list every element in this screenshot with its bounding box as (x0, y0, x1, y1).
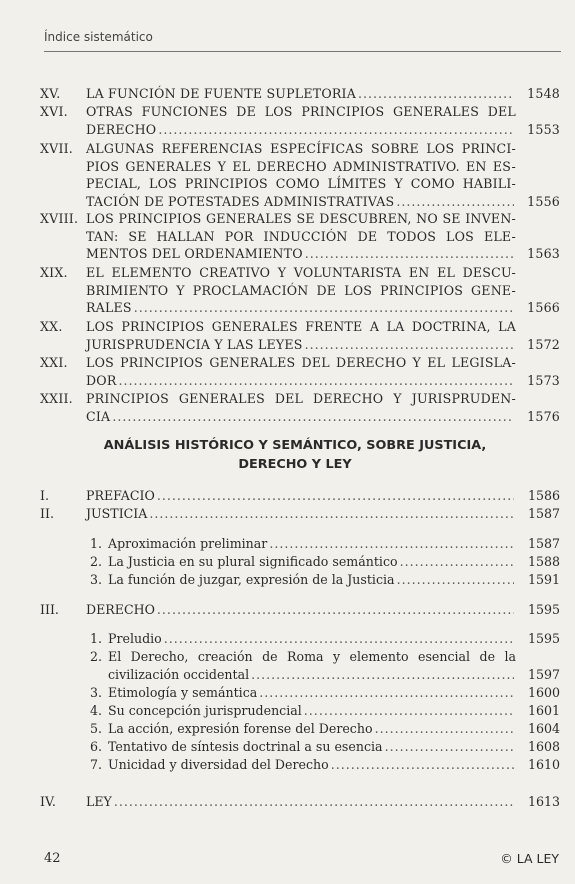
entry-last-line (86, 336, 516, 354)
entry-page-number: 1587 (527, 506, 560, 521)
leader-dots (304, 702, 514, 720)
entry-number: XVIII. (40, 211, 79, 226)
entry-title-text: DERECHO (86, 602, 155, 617)
entry-title-text: OTRAS FUNCIONES DE LOS PRINCIPIOS GENERALES DEL (86, 104, 516, 119)
leader-dots (358, 85, 514, 103)
entry-title-text: PREFACIO (86, 488, 155, 503)
entry-title-text: MENTOS DEL ORDENAMIENTO (86, 246, 303, 262)
entry-number: 2. (89, 649, 102, 664)
entry-number: II. (40, 506, 54, 521)
entry-title-text: LOS PRINCIPIOS GENERALES SE DESCUBREN, NO SE INVEN- (86, 211, 516, 226)
running-head: Índice sistemático (44, 30, 153, 44)
entry-number: 5. (89, 721, 102, 736)
entry-title-text: La función de juzgar, expresión de la Justicia (108, 572, 395, 587)
entry-page-number: 1566 (527, 300, 560, 316)
entry-last-line (108, 702, 516, 720)
leader-dots (134, 299, 514, 317)
toc-entry[interactable] (82, 756, 560, 774)
leader-dots (400, 553, 514, 571)
entry-title-text: Etimología y semántica (108, 685, 258, 700)
entry-last-line (86, 408, 516, 426)
page-number: 42 (44, 851, 61, 866)
entry-page-number: 1601 (527, 703, 560, 718)
entry-page-number: 1591 (527, 572, 560, 587)
entry-title-text: LEY (86, 794, 112, 809)
entry-last-line (108, 535, 516, 553)
leader-dots (331, 756, 514, 774)
entry-last-line (86, 487, 516, 505)
entry-last-line (108, 738, 516, 756)
entry-title-text: Preludio (108, 631, 162, 646)
toc-entry[interactable] (82, 720, 560, 738)
entry-last-line (108, 720, 516, 738)
entry-number: 4. (89, 703, 102, 718)
entry-title-text: BRIMIENTO Y PROCLAMACIÓN DE LOS PRINCIPIOS GENE- (86, 282, 516, 298)
entry-number: 1. (89, 536, 102, 551)
entry-title-text: RALES (86, 300, 132, 316)
toc-entry[interactable] (82, 535, 560, 553)
entry-page-number: 1608 (527, 739, 560, 754)
entry-page-number: 1563 (527, 246, 560, 262)
entry-page-number: 1613 (527, 794, 560, 809)
section-title-line: DERECHO Y LEY (238, 457, 352, 472)
toc-entry[interactable] (40, 264, 560, 317)
toc-entry[interactable] (40, 318, 560, 353)
section-title-line: ANÁLISIS HISTÓRICO Y SEMÁNTICO, SOBRE JUSTICIA, (103, 438, 487, 453)
leader-dots (164, 630, 514, 648)
toc-entry[interactable] (40, 210, 560, 263)
entry-title-text: Su concepción jurisprudencial (108, 703, 302, 718)
entry-title-text: Aproximación preliminar (108, 536, 268, 551)
entry-title-text: LOS PRINCIPIOS GENERALES DEL DERECHO Y EL LEGISLA- (86, 355, 516, 370)
entry-title-text: PECIAL, LOS PRINCIPIOS COMO LÍMITES Y COMO HABILI- (86, 176, 516, 192)
toc-entry[interactable] (40, 793, 560, 811)
entry-last-line (86, 85, 516, 103)
section-title (60, 436, 530, 474)
entry-number: XVI. (40, 104, 68, 119)
entry-last-line (108, 571, 516, 589)
toc-entry[interactable] (40, 140, 560, 210)
entry-last-line (108, 756, 516, 774)
entry-number: 1. (89, 631, 102, 646)
leader-dots (157, 601, 514, 619)
entry-page-number: 1595 (527, 602, 560, 617)
entry-number: 6. (89, 739, 102, 754)
toc-entry[interactable] (82, 738, 560, 756)
entry-number: I. (40, 488, 49, 503)
entry-page-number: 1572 (527, 336, 560, 352)
entry-title-text: LOS PRINCIPIOS GENERALES FRENTE A LA DOCTRINA, LA (86, 319, 516, 334)
entry-page-number: 1597 (527, 666, 560, 682)
entry-last-line (86, 601, 516, 619)
entry-title-text: CIA (86, 408, 111, 424)
entry-page-number: 1610 (527, 757, 560, 772)
entry-page-number: 1586 (527, 488, 560, 503)
entry-number: XX. (40, 319, 63, 334)
entry-title-text: DERECHO (86, 121, 157, 137)
entry-title-text: Unicidad y diversidad del Derecho (108, 757, 329, 772)
entry-title-text: DOR (86, 372, 117, 388)
leader-dots (112, 408, 514, 426)
toc-entry[interactable] (82, 684, 560, 702)
entry-number: III. (40, 602, 59, 617)
toc-entry[interactable] (82, 571, 560, 589)
toc-entry[interactable] (82, 648, 560, 683)
entry-title-text: EL ELEMENTO CREATIVO Y VOLUNTARISTA EN EL DESCU- (86, 265, 516, 280)
leader-dots (305, 336, 514, 354)
leader-dots (397, 571, 514, 589)
toc-entry[interactable] (40, 103, 560, 138)
entry-page-number: 1548 (527, 86, 560, 101)
toc-entry[interactable] (40, 601, 560, 619)
entry-title-text: TACIÓN DE POTESTADES ADMINISTRATIVAS (86, 193, 395, 209)
entry-number: 7. (89, 757, 102, 772)
leader-dots (158, 121, 514, 139)
entry-last-line (108, 666, 516, 684)
leader-dots (396, 193, 514, 211)
leader-dots (259, 684, 514, 702)
entry-page-number: 1600 (527, 685, 560, 700)
entry-page-number: 1573 (527, 372, 560, 388)
toc-entry[interactable] (40, 390, 560, 425)
entry-page-number: 1576 (527, 408, 560, 424)
entry-last-line (86, 121, 516, 139)
entry-last-line (108, 684, 516, 702)
toc-entry[interactable] (82, 630, 560, 648)
entry-title-text: LA FUNCIÓN DE FUENTE SUPLETORIA (86, 86, 356, 101)
entry-title-text: JURISPRUDENCIA Y LAS LEYES (86, 336, 303, 352)
entry-title-text: La acción, expresión forense del Derecho (108, 721, 373, 736)
leader-dots (251, 666, 514, 684)
entry-last-line (108, 553, 516, 571)
toc-entry[interactable] (82, 553, 560, 571)
entry-page-number: 1588 (527, 554, 560, 569)
leader-dots (269, 535, 514, 553)
entry-title-text: PRINCIPIOS GENERALES DEL DERECHO Y JURISPRUDEN- (86, 391, 516, 406)
entry-number: 3. (89, 572, 102, 587)
toc-entry[interactable] (40, 85, 560, 103)
entry-number: 2. (89, 554, 102, 569)
entry-last-line (86, 505, 516, 523)
entry-last-line (86, 372, 516, 390)
header-rule (44, 51, 561, 52)
entry-last-line (86, 245, 516, 263)
toc-entry[interactable] (82, 702, 560, 720)
entry-number: XXII. (40, 391, 73, 406)
entry-number: IV. (40, 794, 56, 809)
entry-number: XV. (40, 86, 61, 101)
entry-title-text: La Justicia en su plural significado semántico (108, 554, 398, 569)
leader-dots (157, 487, 514, 505)
entry-title-text: JUSTICIA (86, 506, 148, 521)
entry-last-line (86, 193, 516, 211)
leader-dots (114, 793, 514, 811)
entry-title-text: El Derecho, creación de Roma y elemento esencial de la (108, 649, 516, 664)
toc-entry[interactable] (40, 487, 560, 505)
entry-number: 3. (89, 685, 102, 700)
entry-title-text: ALGUNAS REFERENCIAS ESPECÍFICAS SOBRE LOS PRINCI- (86, 141, 516, 156)
entry-number: XIX. (40, 265, 68, 280)
entry-page-number: 1595 (527, 631, 560, 646)
copyright: © LA LEY (500, 851, 559, 866)
entry-title-text: TAN: SE HALLAN POR INDUCCIÓN DE TODOS LOS ELE- (86, 228, 516, 244)
entry-last-line (108, 630, 516, 648)
leader-dots (149, 505, 514, 523)
entry-title-text: Tentativo de síntesis doctrinal a su esencia (108, 739, 383, 754)
entry-last-line (86, 299, 516, 317)
leader-dots (119, 372, 514, 390)
entry-title-text: PIOS GENERALES Y EL DERECHO ADMINISTRATIVO. EN ES- (86, 158, 516, 174)
entry-title-text: civilización occidental (108, 666, 250, 682)
leader-dots (375, 720, 514, 738)
entry-page-number: 1556 (527, 193, 560, 209)
leader-dots (385, 738, 514, 756)
entry-number: XVII. (40, 141, 74, 156)
entry-page-number: 1553 (527, 121, 560, 137)
entry-last-line (86, 793, 516, 811)
entry-number: XXI. (40, 355, 68, 370)
toc-entry[interactable] (40, 354, 560, 389)
toc-entry[interactable] (40, 505, 560, 523)
entry-page-number: 1604 (527, 721, 560, 736)
leader-dots (305, 245, 514, 263)
entry-page-number: 1587 (527, 536, 560, 551)
